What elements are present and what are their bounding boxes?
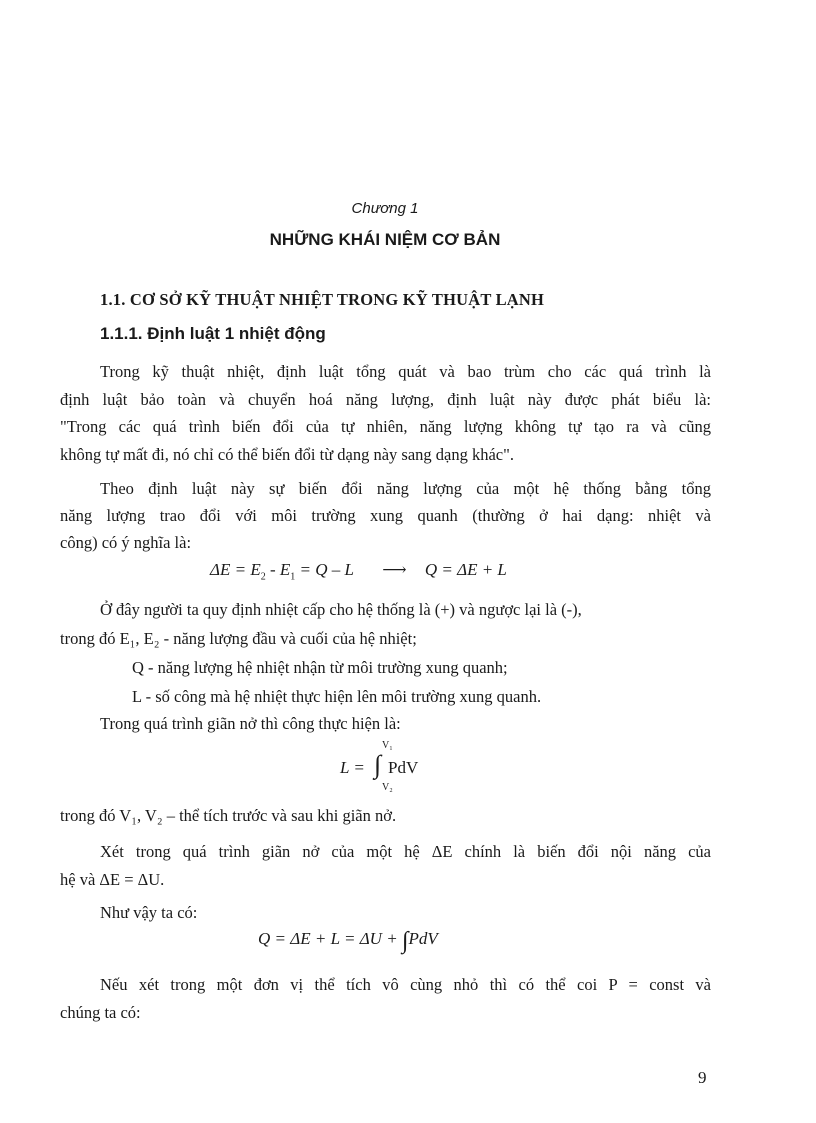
paragraph-1-line-3: "Trong các quá trình biến đổi của tự nhiên, năng lượng không tự tạo ra và cũng [60, 417, 711, 436]
paragraph-2-line-3: công) có ý nghĩa là: [60, 533, 192, 552]
paragraph-4: Trong quá trình giãn nở thì công thực hiện là: [100, 714, 401, 733]
paragraph-8-line-2: chúng ta có: [60, 1003, 141, 1022]
eq1-minus: - E [265, 560, 291, 579]
integral-icon: ∫ [401, 928, 409, 954]
section-heading: 1.1. CƠ SỞ KỸ THUẬT NHIỆT TRONG KỸ THUẬT LẠNH [100, 290, 545, 309]
paragraph-7: Như vậy ta có: [100, 903, 198, 922]
eq3-text: Q = ΔE + L = ΔU + [258, 929, 402, 948]
paragraph-1-line-1: Trong kỹ thuật nhiệt, định luật tổng quát và bao trùm cho các quá trình là [100, 362, 711, 381]
paragraph-2-line-2: năng lượng trao đổi với môi trường xung quanh (thường ở hai dạng: nhiệt và [60, 506, 711, 525]
paragraph-3-line-3: Q - năng lượng hệ nhiệt nhận từ môi trường xung quanh; [132, 658, 508, 677]
paragraph-3-line-1: Ở đây người ta quy định nhiệt cấp cho hệ thống là (+) và ngược lại là (-), [100, 600, 582, 619]
paragraph-3-line-2: trong đó E₁, E₂ - năng lượng đầu và cuối của hệ nhiệt; [60, 629, 417, 648]
integral-icon: ∫ [374, 750, 382, 779]
paragraph-6-line-2: hệ và ΔE = ΔU. [60, 870, 165, 889]
eq2-lhs: L = [340, 758, 365, 777]
eq3-body: PdV [408, 929, 438, 948]
paragraph-6 [60, 838, 711, 894]
subsection-heading: 1.1.1. Định luật 1 nhiệt động [100, 324, 326, 343]
eq1-rest: = Q – L [295, 560, 354, 579]
paragraph-3 [60, 595, 711, 711]
eq1-sub2: 2 [260, 571, 266, 583]
paragraph-2-line-1: Theo định luật này sự biến đổi năng lượng của một hệ thống bằng tổng [100, 479, 711, 498]
eq1-sub1: 1 [290, 571, 296, 583]
paragraph-1 [60, 358, 711, 468]
chapter-title: NHỮNG KHÁI NIỆM CƠ BẢN [269, 230, 501, 249]
paragraph-8 [60, 971, 711, 1027]
paragraph-8-line-1: Nếu xét trong một đơn vị thể tích vô cùng nhỏ thì có thể coi P = const và [100, 975, 711, 994]
paragraph-1-line-2: định luật bảo toàn và chuyển hoá năng lượng, định luật này được phát biểu là: [60, 389, 711, 409]
work-integral-equation [340, 740, 460, 793]
energy-balance-equation [210, 560, 507, 582]
eq2-upper-limit: V₁ [382, 740, 393, 751]
eq1-rhs: Q = ΔE + L [424, 560, 507, 579]
page-number: 9 [698, 1068, 707, 1087]
arrow-icon: ⟶ [382, 560, 407, 579]
paragraph-6-line-1: Xét trong quá trình giãn nở của một hệ ΔE chính là biến đổi nội năng của [100, 842, 711, 861]
paragraph-1-line-4: không tự mất đi, nó chỉ có thể biến đổi từ dạng này sang dạng khác". [60, 444, 514, 464]
paragraph-2 [60, 475, 711, 556]
paragraph-5: trong đó V₁, V₂ – thể tích trước và sau khi giãn nở. [60, 806, 397, 825]
first-law-equation [258, 928, 438, 955]
paragraph-3-line-4: L - số công mà hệ nhiệt thực hiện lên môi trường xung quanh. [132, 687, 542, 706]
eq1-lhs: ΔE = E [210, 560, 261, 579]
eq2-body: PdV [388, 758, 419, 777]
chapter-label: Chương 1 [351, 200, 419, 217]
eq2-lower-limit: V₂ [382, 782, 393, 793]
